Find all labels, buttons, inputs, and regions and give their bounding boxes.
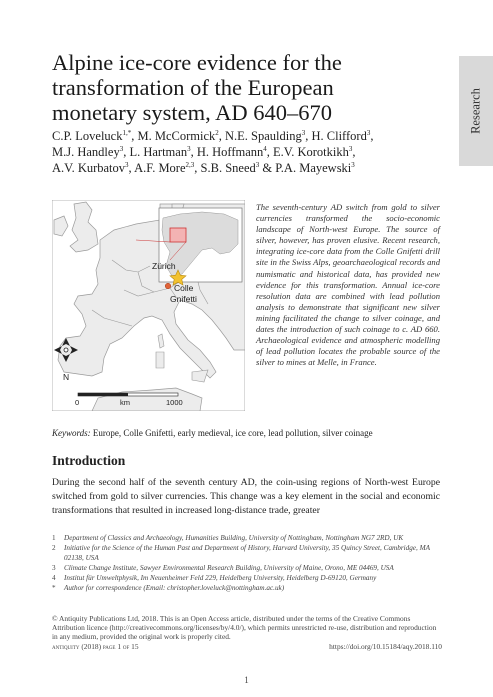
scale-start: 0 <box>75 398 80 407</box>
footnote-text: Initiative for the Science of the Human Past and Department of History, Harvard University, 35 Quincy Street, Cambridge, MA 02138, USA <box>64 544 430 562</box>
gnifetti-label: Gnifetti <box>170 294 197 304</box>
author-name: E.V. Korotkikh <box>273 145 349 159</box>
author-name: L. Hartman <box>129 145 188 159</box>
map-inset-highlight <box>170 228 186 242</box>
section-heading: Introduction <box>52 453 126 468</box>
author-name: N.E. Spaulding <box>225 129 302 143</box>
footnote-mark: 1 <box>52 534 56 542</box>
keywords-list: Europe, Colle Gnifetti, early medieval, ice core, lead pollution, silver coinage <box>92 428 373 438</box>
author-name: H. Hoffmann <box>196 145 264 159</box>
journal-line: antiquity (2018) page 1 of 15 <box>52 641 139 651</box>
author-affiliation-mark: 3 <box>187 144 191 153</box>
author-name: S.B. Sneed <box>200 161 256 175</box>
author-name: P.A. Mayewski <box>275 161 352 175</box>
scale-end: 1000 <box>166 398 183 407</box>
author-affiliation-mark: 3 <box>348 144 353 153</box>
author-affiliation-mark: 3 <box>301 128 306 137</box>
footnote-text: Climate Change Institute, Sawyer Environmental Research Building, University of Maine, Orono, ME 04469, USA <box>64 564 394 572</box>
footnote-text: Department of Classics and Archaeology, Humanities Building, University of Nottingham, Nottingham NG7 2RD, UK <box>64 534 404 542</box>
footnote <box>52 543 442 563</box>
license-text: © Antiquity Publications Ltd, 2018. This is an Open Access article, distributed under the terms of the Creative Commons Attribution licence (http://creativecommons.org/licenses/by/4.0/), which permits unrestricted re-use, distribution and reproduction in any medium, provided the original work is properly cited. <box>52 614 437 642</box>
author-name: C.P. Loveluck <box>52 129 123 143</box>
author-name: M.J. Handley <box>52 145 120 159</box>
author-name: A.V. Kurbatov <box>52 161 126 175</box>
footnote-mark: * <box>52 584 56 592</box>
scale-unit: km <box>120 398 130 407</box>
section-tab <box>459 56 493 166</box>
author-name: H. Clifford <box>311 129 367 143</box>
page-number: 1 <box>244 675 249 685</box>
scale-bar-fill <box>78 393 128 396</box>
location-map <box>52 200 245 411</box>
intro-paragraph: During the second half of the seventh century AD, the coin-using regions of North-west Europe switched from gold to silver currencies. This change was a key element in the social and economic transformations that resulted in increased long-distance trade, greater <box>52 477 440 517</box>
zurich-label: Zürich <box>152 261 176 271</box>
author-list: C.P. Loveluck$^{1,*}$, M. McCormick$^2$, N.E. Spaulding$^3$, H. Clifford$^3$, M.J. Handley$^3$, L. Hartman$^3$, H. Hoffmann$^4$, E.V. Korotkikh$^3$, A.V. Kurbatov$^3$, A.F. More$^{2,3}$, S.B. Sneed$^3$ & P.A. Mayewski$^3$ <box>52 128 374 175</box>
abstract: The seventh-century AD switch from gold to silver currencies transformed the socio-economic landscape of North-west Europe. The source of silver, however, has proven elusive. Recent research, integrating ice-core data from the Colle Gnifetti drill site in the Swiss Alps, geoarchaeological records and numismatic and historical data, has provided new evidence for this transformation. Annual ice-core resolution data are combined with lead pollution analysis to demonstrate that significant new silver mining facilitated the change to silver coinage, and dates the introduction of such coinage to c. AD 660. Archaeological evidence and atmospheric modelling of lead pollution locates the probable source of the silver to mines at Melle, in France. <box>256 202 440 368</box>
author-name: A.F. More <box>134 161 186 175</box>
author-affiliation-mark: 4 <box>263 144 267 153</box>
footnote: * Author for correspondence (Email: christopher.loveluck@nottingham.ac.uk) <box>52 584 285 592</box>
keywords-label: Keywords: <box>52 428 91 438</box>
colle-gnifetti-marker <box>165 283 171 289</box>
keywords <box>52 428 452 438</box>
footnote-mark: 2 <box>52 544 56 552</box>
footnote-mark: 3 <box>52 564 56 572</box>
affiliation-footnotes <box>52 533 442 593</box>
north-label: N <box>63 372 70 382</box>
colle-label: Colle <box>174 283 194 293</box>
section-tab-label: Research <box>468 88 483 134</box>
footnote-text: Institut für Umweltphysik, Im Neuenheimer Feld 229, Heidelberg University, Heidelberg D-69120, Germany <box>64 574 377 582</box>
email-link[interactable]: christopher.loveluck@nottingham.ac.uk <box>167 584 282 592</box>
author-affiliation-mark: 3 <box>119 144 124 153</box>
footnote <box>52 573 442 583</box>
footnote <box>52 563 442 573</box>
author-name: M. McCormick <box>137 129 216 143</box>
author-affiliation-mark: 3 <box>351 160 355 169</box>
footnote <box>52 533 442 543</box>
author-affiliation-mark: 3 <box>366 128 371 137</box>
author-affiliation-mark: 1,* <box>122 128 132 137</box>
author-affiliation-mark: 2,3 <box>185 160 195 169</box>
license-block <box>52 614 442 651</box>
doi-link[interactable]: https://doi.org/10.15184/aqy.2018.110 <box>329 641 442 651</box>
journal-line-row <box>52 642 442 651</box>
article-title: Alpine ice-core evidence for the transformation of the European monetary system, AD 640–670 <box>52 50 342 125</box>
footnote-mark: 4 <box>52 574 56 582</box>
author-affiliation-mark: 3 <box>125 160 129 169</box>
author-affiliation-mark: 2 <box>215 128 219 137</box>
map-sardinia <box>156 352 164 368</box>
author-affiliation-mark: 3 <box>255 160 260 169</box>
